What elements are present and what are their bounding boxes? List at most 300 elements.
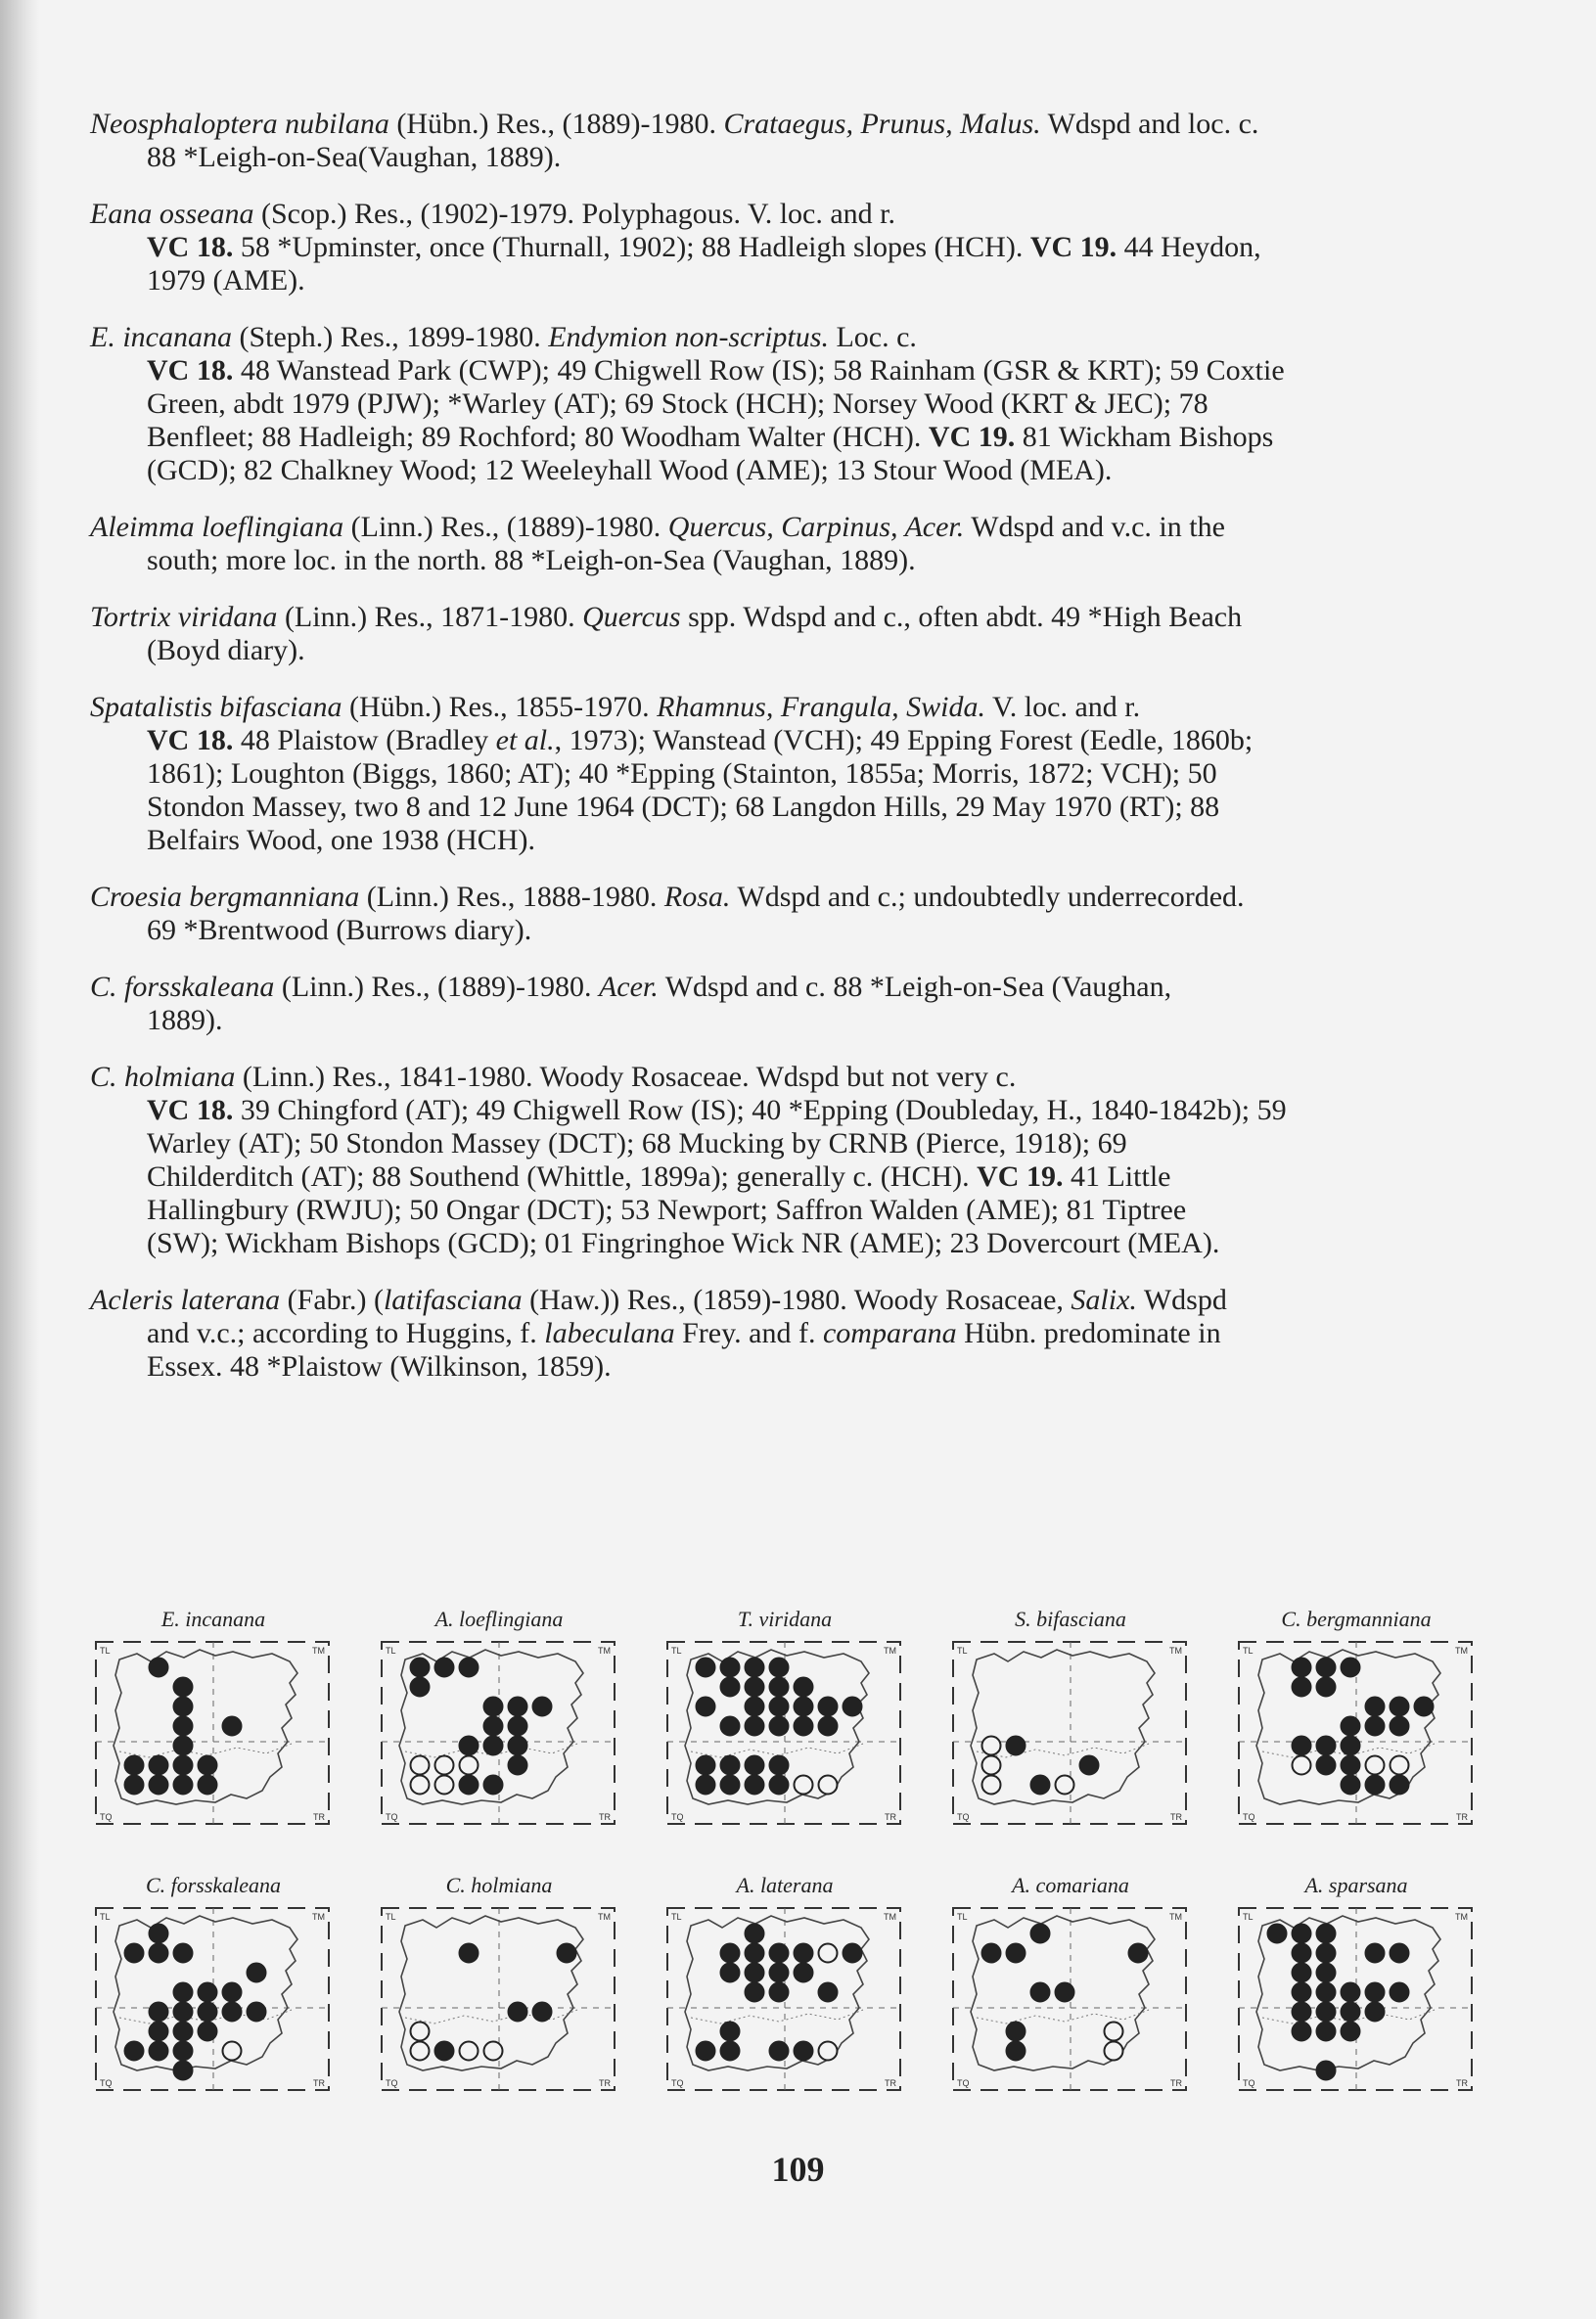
text-run: Wdspd (1136, 1284, 1227, 1316)
record-dot-filled (770, 1756, 789, 1775)
record-dot-filled (460, 1944, 479, 1963)
record-dot-filled (174, 1698, 193, 1716)
distribution-map (90, 1871, 337, 2098)
record-dot-filled (746, 1678, 764, 1697)
grid-square-label: TR (313, 2078, 325, 2088)
record-dot-filled (509, 1756, 527, 1775)
species-entry (90, 1284, 1480, 1384)
map-svg (90, 1634, 337, 1832)
record-dot-filled (533, 2003, 552, 2022)
species-entries (90, 108, 1480, 1407)
italic-text: E. incanana (90, 321, 232, 353)
record-dot-filled (1317, 2003, 1336, 2022)
entry-line (90, 971, 1480, 1004)
italic-text: Salix. (1071, 1284, 1137, 1316)
record-dot-filled (460, 1659, 479, 1677)
record-dot-filled (1391, 1698, 1409, 1716)
grid-square-label: TM (598, 1646, 611, 1656)
record-dot-filled (248, 1964, 266, 1982)
record-dot-filled (1342, 1776, 1360, 1795)
record-dot-filled (509, 1698, 527, 1716)
entry-line (90, 321, 1480, 354)
entry-line (90, 141, 1480, 174)
record-dot-filled (1317, 2023, 1336, 2041)
record-dot-filled (721, 1659, 740, 1677)
record-dot-filled (150, 1776, 168, 1795)
record-dot-filled (174, 1944, 193, 1963)
record-dot-filled (199, 2003, 217, 2022)
map-svg (376, 1900, 622, 2098)
grid-square-label: TQ (671, 1812, 684, 1822)
record-dot-filled (746, 1659, 764, 1677)
record-dot-filled (721, 2042, 740, 2061)
map-title: S. bifasciana (1015, 1607, 1126, 1631)
text-run: Hallingbury (RWJU); 50 Ongar (DCT); 53 Newport; Saffron Walden (AME); 81 Tiptree (147, 1194, 1187, 1226)
grid-square-label: TM (598, 1912, 611, 1922)
species-entry (90, 321, 1480, 487)
entry-line (90, 1284, 1480, 1317)
record-dot-filled (982, 1944, 1001, 1963)
record-dot-filled (746, 1717, 764, 1736)
record-dot-open (411, 1756, 430, 1775)
italic-text: C. forsskaleana (90, 971, 275, 1003)
entry-line (90, 881, 1480, 914)
species-entry (90, 971, 1480, 1037)
text-run: Childerditch (AT); 88 Southend (Whittle, 1899a); generally c. (HCH). (147, 1160, 978, 1193)
record-dot-filled (721, 1964, 740, 1982)
record-dot-filled (1317, 1678, 1336, 1697)
record-dot-filled (746, 1983, 764, 2002)
text-run: (Linn.) Res., (1889)-1980. (274, 971, 599, 1003)
text-run: V. loc. and r. (985, 691, 1141, 723)
record-dot-filled (1293, 1925, 1311, 1943)
grid-square-label: TQ (957, 1812, 970, 1822)
map-frame (953, 1642, 1186, 1824)
river-line (977, 2010, 1149, 2023)
text-run: 58 *Upminster, once (Thurnall, 1902); 88 Hadleigh slopes (HCH). (233, 231, 1030, 263)
record-dot-filled (174, 1776, 193, 1795)
bold-text: VC 19. (1029, 231, 1117, 263)
grid-square-label: TR (885, 1812, 896, 1822)
distribution-map (947, 1605, 1194, 1832)
text-run: 69 *Brentwood (Burrows diary). (147, 914, 532, 946)
record-dot-filled (1317, 1659, 1336, 1677)
record-dot-filled (819, 1698, 838, 1716)
entry-line (90, 354, 1480, 387)
record-dot-filled (174, 1717, 193, 1736)
grid-square-label: TQ (1243, 2078, 1255, 2088)
grid-square-label: TQ (100, 1812, 113, 1822)
record-dot-filled (795, 1698, 813, 1716)
record-dot-filled (125, 1944, 144, 1963)
species-entry (90, 198, 1480, 297)
record-dot-open (223, 2042, 242, 2061)
record-dot-filled (411, 1678, 430, 1697)
entry-line (90, 1194, 1480, 1227)
species-entry (90, 691, 1480, 857)
record-dot-filled (721, 2023, 740, 2041)
map-svg (1233, 1634, 1480, 1832)
record-dot-filled (174, 2023, 193, 2041)
record-dot-filled (770, 1944, 789, 1963)
entry-line (90, 454, 1480, 487)
entry-line (90, 264, 1480, 297)
record-dot-filled (746, 1698, 764, 1716)
text-run: 44 Heydon, (1117, 231, 1261, 263)
text-run: Frey. and f. (674, 1317, 823, 1349)
bold-text: VC 18. (147, 231, 234, 263)
record-dot-filled (770, 1698, 789, 1716)
record-dot-filled (223, 2003, 242, 2022)
record-dot-filled (721, 1944, 740, 1963)
record-dot-filled (746, 1964, 764, 1982)
grid-square-label: TM (1169, 1912, 1182, 1922)
species-entry (90, 511, 1480, 577)
text-run: (Linn.) Res., 1871-1980. (277, 601, 583, 633)
record-dot-filled (770, 1983, 789, 2002)
record-dot-filled (1317, 1737, 1336, 1755)
distribution-map (661, 1605, 908, 1832)
grid-square-label: TQ (386, 1812, 398, 1822)
grid-square-label: TQ (671, 2078, 684, 2088)
grid-square-label: TL (671, 1912, 682, 1922)
record-dot-filled (1293, 1678, 1311, 1697)
species-entry (90, 601, 1480, 667)
record-dot-filled (721, 1678, 740, 1697)
record-dot-filled (770, 1776, 789, 1795)
record-dot-filled (1293, 1983, 1311, 2002)
record-dot-filled (770, 1717, 789, 1736)
record-dot-filled (746, 1944, 764, 1963)
record-dot-filled (1366, 1944, 1385, 1963)
record-dot-filled (1391, 1776, 1409, 1795)
record-dot-open (1105, 2023, 1123, 2041)
record-dot-open (982, 1737, 1001, 1755)
record-dot-filled (150, 2003, 168, 2022)
entry-line (90, 544, 1480, 577)
grid-square-label: TM (312, 1912, 325, 1922)
grid-square-label: TL (100, 1646, 111, 1656)
entry-line (90, 691, 1480, 724)
text-run: (Scop.) Res., (1902)-1979. Polyphagous. V. loc. and r. (253, 198, 896, 230)
record-dot-open (435, 1756, 454, 1775)
record-dot-open (982, 1756, 1001, 1775)
italic-text: Neosphaloptera nubilana (90, 108, 389, 140)
entry-line (90, 724, 1480, 757)
record-dot-filled (174, 2042, 193, 2061)
grid-square-label: TQ (386, 2078, 398, 2088)
map-svg (661, 1634, 908, 1832)
text-run: Green, abdt 1979 (PJW); *Warley (AT); 69 Stock (HCH); Norsey Wood (KRT & JEC); 78 (147, 387, 1208, 420)
grid-square-label: TL (671, 1646, 682, 1656)
record-dot-filled (1366, 1717, 1385, 1736)
grid-square-label: TQ (1243, 1812, 1255, 1822)
page-number: 109 (771, 2150, 825, 2189)
italic-text: Eana osseana (90, 198, 254, 230)
record-dot-filled (844, 1698, 862, 1716)
record-dot-open (819, 1776, 838, 1795)
grid-square-label: TQ (100, 2078, 113, 2088)
record-dot-filled (1366, 1698, 1385, 1716)
entry-line (90, 108, 1480, 141)
record-dot-open (460, 1756, 479, 1775)
italic-text: Croesia bergmanniana (90, 881, 360, 913)
map-svg (90, 1900, 337, 2098)
record-dot-filled (770, 2042, 789, 2061)
record-dot-open (484, 2042, 503, 2061)
text-run: Warley (AT); 50 Stondon Massey (DCT); 68 Mucking by CRNB (Pierce, 1918); 69 (147, 1127, 1127, 1160)
text-run: (Haw.)) Res., (1859)-1980. Woody Rosaceae, (522, 1284, 1072, 1316)
record-dot-filled (770, 1678, 789, 1697)
text-run: 48 Wanstead Park (CWP); 49 Chigwell Row (IS); 58 Rainham (GSR & KRT); 59 Coxtie (233, 354, 1285, 386)
record-dot-filled (199, 1756, 217, 1775)
record-dot-filled (1366, 2003, 1385, 2022)
page-edge-shadow (0, 0, 39, 2319)
grid-square-label: TM (884, 1646, 896, 1656)
record-dot-filled (150, 1756, 168, 1775)
text-run: (Fabr.) ( (280, 1284, 384, 1316)
italic-text: comparana (822, 1317, 957, 1349)
record-dot-filled (533, 1698, 552, 1716)
record-dot-filled (819, 1717, 838, 1736)
record-dot-filled (199, 2023, 217, 2041)
record-dot-open (795, 1776, 813, 1795)
entry-line (90, 1160, 1480, 1194)
grid-square-label: TL (1243, 1912, 1254, 1922)
record-dot-filled (1031, 1776, 1050, 1795)
record-dot-filled (125, 2042, 144, 2061)
map-svg (1233, 1900, 1480, 2098)
grid-square-label: TL (100, 1912, 111, 1922)
italic-text: Quercus (582, 601, 681, 633)
text-run: and v.c.; according to Huggins, f. (147, 1317, 545, 1349)
map-title: A. comariana (1012, 1873, 1129, 1897)
grid-square-label: TL (957, 1646, 968, 1656)
record-dot-filled (1080, 1756, 1099, 1775)
distribution-map (376, 1605, 622, 1832)
record-dot-open (1391, 1756, 1409, 1775)
entry-line (90, 791, 1480, 824)
map-title: C. bergmanniana (1281, 1607, 1432, 1631)
entry-line (90, 231, 1480, 264)
record-dot-open (411, 2042, 430, 2061)
record-dot-open (411, 2023, 430, 2041)
grid-square-label: TR (1456, 2078, 1468, 2088)
record-dot-filled (697, 1698, 715, 1716)
italic-text: Acer. (598, 971, 659, 1003)
record-dot-filled (1007, 2023, 1026, 2041)
grid-square-label: TR (599, 2078, 611, 2088)
record-dot-filled (1293, 2023, 1311, 2041)
text-run: (Linn.) Res., 1888-1980. (359, 881, 664, 913)
bold-text: VC 19. (977, 1160, 1064, 1193)
record-dot-filled (1031, 1983, 1050, 2002)
map-frame (382, 1908, 615, 2090)
record-dot-filled (460, 1737, 479, 1755)
record-dot-filled (1317, 1756, 1336, 1775)
entry-line (90, 1227, 1480, 1260)
record-dot-open (982, 1776, 1001, 1795)
record-dot-filled (150, 2023, 168, 2041)
italic-text: latifasciana (383, 1284, 523, 1316)
map-svg (947, 1634, 1194, 1832)
river-line (691, 2010, 863, 2023)
record-dot-filled (1366, 1776, 1385, 1795)
record-dot-filled (484, 1776, 503, 1795)
entry-line (90, 387, 1480, 421)
record-dot-filled (1391, 1983, 1409, 2002)
map-row-2 (90, 1871, 1480, 2098)
record-dot-filled (1317, 1944, 1336, 1963)
record-dot-filled (484, 1698, 503, 1716)
text-run: 39 Chingford (AT); 49 Chigwell Row (IS); 40 *Epping (Doubleday, H., 1840-1842b); 59 (233, 1094, 1287, 1126)
record-dot-open (819, 1944, 838, 1963)
record-dot-filled (1342, 1717, 1360, 1736)
grid-square-label: TL (1243, 1646, 1254, 1656)
italic-text: Crataegus, Prunus, Malus. (723, 108, 1041, 140)
record-dot-filled (844, 1944, 862, 1963)
bold-text: VC 18. (147, 354, 234, 386)
italic-text: C. holmiana (90, 1061, 236, 1093)
entry-line (90, 1061, 1480, 1094)
record-dot-filled (150, 1925, 168, 1943)
record-dot-filled (1293, 1659, 1311, 1677)
record-dot-filled (1129, 1944, 1148, 1963)
text-run: Wdspd and loc. c. (1040, 108, 1259, 140)
record-dot-filled (770, 1964, 789, 1982)
italic-text: Endymion non-scriptus. (548, 321, 829, 353)
text-run: Essex. 48 *Plaistow (Wilkinson, 1859). (147, 1350, 612, 1383)
record-dot-filled (1317, 1983, 1336, 2002)
text-run: , 1973); Wanstead (VCH); 49 Epping Forest (Eedle, 1860b; (554, 724, 1254, 756)
record-dot-filled (1317, 2062, 1336, 2080)
bold-text: VC 18. (147, 1094, 234, 1126)
record-dot-filled (795, 1717, 813, 1736)
grid-square-label: TR (885, 2078, 896, 2088)
entry-line (90, 1317, 1480, 1350)
distribution-maps (90, 1605, 1480, 2137)
species-entry (90, 1061, 1480, 1260)
text-run: (Hübn.) Res., 1855-1970. (342, 691, 658, 723)
bold-text: VC 18. (147, 724, 234, 756)
italic-text: Aleimma loeflingiana (90, 511, 344, 543)
record-dot-filled (484, 1737, 503, 1755)
distribution-map (1233, 1871, 1480, 2098)
record-dot-filled (1391, 1944, 1409, 1963)
record-dot-open (819, 2042, 838, 2061)
text-run: south; more loc. in the north. 88 *Leigh-on-Sea (Vaughan, 1889). (147, 544, 916, 576)
record-dot-filled (174, 1737, 193, 1755)
record-dot-filled (125, 1756, 144, 1775)
record-dot-filled (435, 1659, 454, 1677)
record-dot-filled (1007, 1944, 1026, 1963)
text-run: spp. Wdspd and c., often abdt. 49 *High Beach (680, 601, 1243, 633)
grid-square-label: TR (1456, 1812, 1468, 1822)
record-dot-filled (1342, 1983, 1360, 2002)
map-title: T. viridana (737, 1607, 833, 1631)
record-dot-filled (223, 1717, 242, 1736)
record-dot-open (460, 2042, 479, 2061)
text-run: Wdspd and c. 88 *Leigh-on-Sea (Vaughan, (658, 971, 1172, 1003)
record-dot-open (1366, 1756, 1385, 1775)
record-dot-filled (1342, 1659, 1360, 1677)
record-dot-filled (174, 1983, 193, 2002)
distribution-map (376, 1871, 622, 2098)
species-entry (90, 881, 1480, 947)
text-run: Wdspd and c.; undoubtedly underrecorded. (730, 881, 1245, 913)
record-dot-filled (1056, 1983, 1074, 2002)
record-dot-filled (746, 1925, 764, 1943)
record-dot-filled (1415, 1698, 1434, 1716)
text-run: Loc. c. (828, 321, 917, 353)
record-dot-filled (1293, 1737, 1311, 1755)
text-run: 81 Wickham Bishops (1015, 421, 1274, 453)
text-run: (Linn.) Res., (1889)-1980. (343, 511, 668, 543)
italic-text: labeculana (544, 1317, 675, 1349)
record-dot-filled (223, 1983, 242, 2002)
grid-square-label: TL (386, 1912, 396, 1922)
text-run: (Linn.) Res., 1841-1980. Woody Rosaceae. Wdspd but not very c. (235, 1061, 1017, 1093)
grid-square-label: TL (957, 1912, 968, 1922)
entry-line (90, 757, 1480, 791)
record-dot-filled (150, 1659, 168, 1677)
record-dot-filled (1268, 1925, 1287, 1943)
map-title: A. loeflingiana (434, 1607, 564, 1631)
record-dot-filled (746, 1776, 764, 1795)
record-dot-open (1056, 1776, 1074, 1795)
map-title: A. laterana (736, 1873, 834, 1897)
entry-line (90, 511, 1480, 544)
text-run: 1861); Loughton (Biggs, 1860; AT); 40 *Epping (Stainton, 1855a; Morris, 1872; VCH); 50 (147, 757, 1217, 790)
grid-square-label: TL (386, 1646, 396, 1656)
entry-line (90, 1004, 1480, 1037)
grid-square-label: TM (1169, 1646, 1182, 1656)
text-run: Wdspd and v.c. in the (964, 511, 1225, 543)
record-dot-filled (697, 1776, 715, 1795)
record-dot-filled (697, 2042, 715, 2061)
grid-square-label: TM (1455, 1646, 1468, 1656)
record-dot-filled (509, 1717, 527, 1736)
record-dot-filled (697, 1659, 715, 1677)
grid-square-label: TR (599, 1812, 611, 1822)
record-dot-filled (558, 1944, 576, 1963)
italic-text: Tortrix viridana (90, 601, 278, 633)
record-dot-filled (1391, 1717, 1409, 1736)
record-dot-filled (1293, 1944, 1311, 1963)
italic-text: Spatalistis bifasciana (90, 691, 342, 723)
record-dot-filled (435, 2042, 454, 2061)
entry-line (90, 1127, 1480, 1160)
record-dot-filled (795, 1678, 813, 1697)
entry-line (90, 601, 1480, 634)
record-dot-filled (174, 2003, 193, 2022)
record-dot-filled (1342, 1737, 1360, 1755)
record-dot-filled (1366, 1983, 1385, 2002)
entry-line (90, 198, 1480, 231)
text-run: 88 *Leigh-on-Sea(Vaughan, 1889). (147, 141, 562, 173)
record-dot-filled (746, 1756, 764, 1775)
grid-square-label: TQ (957, 2078, 970, 2088)
record-dot-open (435, 1776, 454, 1795)
text-run: 1979 (AME). (147, 264, 305, 296)
text-run: 41 Little (1063, 1160, 1171, 1193)
record-dot-filled (1342, 2023, 1360, 2041)
record-dot-filled (770, 1659, 789, 1677)
text-run: (Steph.) Res., 1899-1980. (231, 321, 549, 353)
record-dot-filled (819, 1983, 838, 2002)
record-dot-open (1293, 1756, 1311, 1775)
grid-square-label: TM (1455, 1912, 1468, 1922)
